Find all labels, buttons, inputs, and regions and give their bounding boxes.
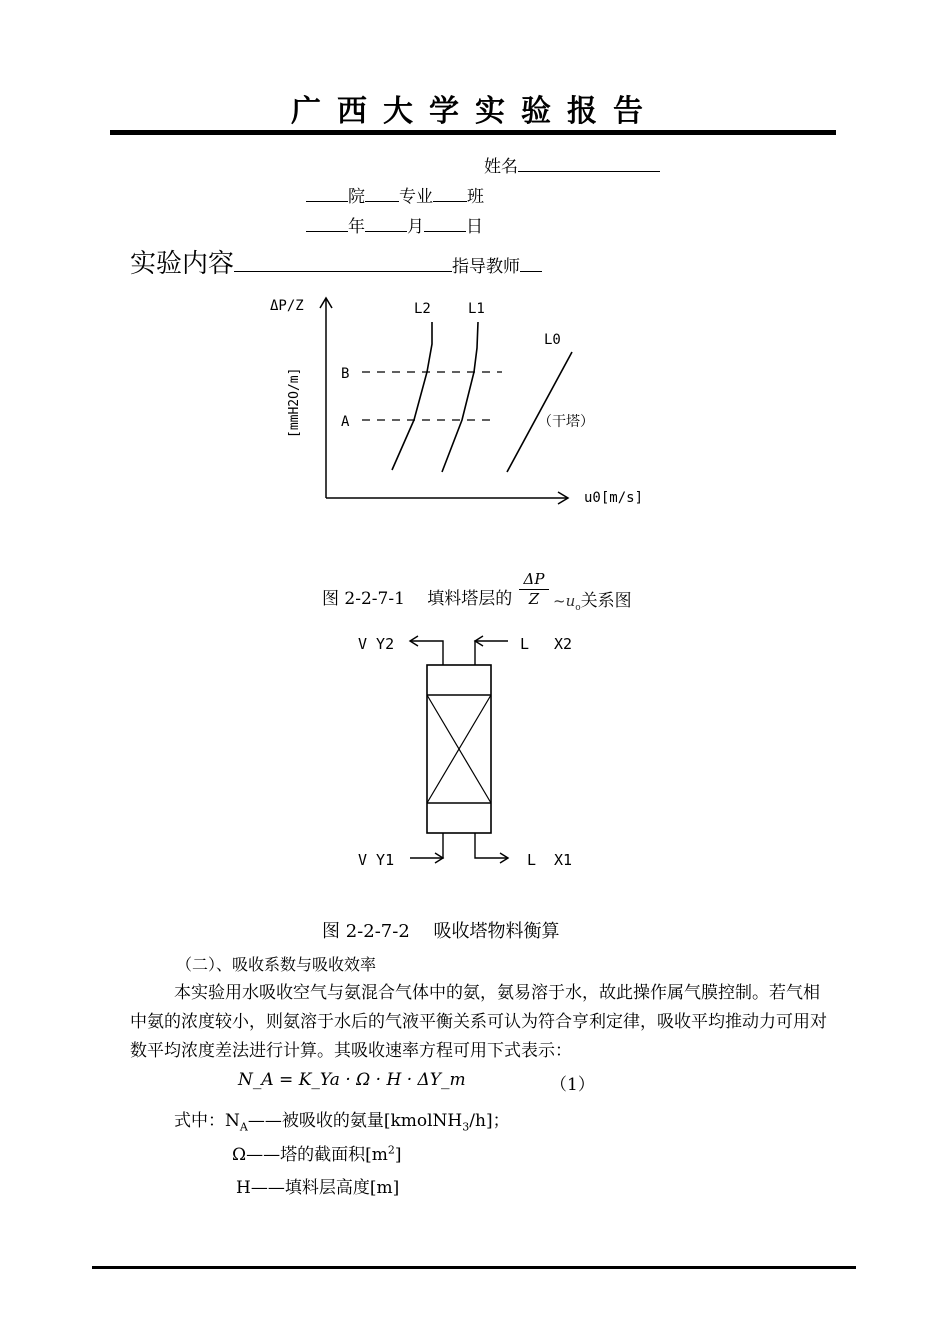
figure2-diagram: [0, 620, 950, 890]
caption1-numerator: ΔP: [523, 570, 545, 588]
footer-rule: [92, 1266, 856, 1269]
year-label: 年: [348, 217, 365, 237]
label-l1: L1: [468, 301, 485, 317]
equation-number: （1）: [550, 1075, 595, 1095]
def1-sub2: 3: [462, 1120, 470, 1134]
def1-sub: A: [239, 1120, 248, 1134]
def1-tail: /h]；: [469, 1111, 510, 1131]
major-label: 专业: [399, 187, 433, 207]
where-label: 式中：: [174, 1111, 225, 1131]
line-l0: [507, 352, 572, 472]
definition-h: H——填料层高度[m]: [236, 1178, 400, 1198]
class-label: 班: [467, 187, 484, 207]
definition-na: [174, 1106, 510, 1133]
def2-symbol: Ω: [232, 1145, 247, 1165]
name-label: 姓名: [484, 157, 518, 177]
report-title: 广西大学实验报告: [291, 94, 659, 129]
caption1-denominator: Z: [519, 589, 549, 608]
def1-text: ——被吸收的氨量[kmolNH: [247, 1111, 463, 1131]
def2-tail: ]: [394, 1145, 402, 1165]
teacher-label: 指导教师: [452, 257, 521, 277]
figure2-caption: 图 2-2-7-2 吸收塔物料衡算: [322, 921, 560, 942]
caption1-u: u: [565, 592, 576, 610]
label-top-l: L: [520, 635, 530, 653]
caption1-fraction: [519, 570, 549, 608]
figure1-caption: [322, 584, 512, 609]
day-label: 日: [466, 217, 483, 237]
label-bottom-gas: V Y1: [358, 851, 395, 869]
caption1-suffix: 关系图: [580, 591, 632, 611]
curve-l1: [442, 322, 478, 472]
y-unit-label: [mmH2O/m]: [287, 367, 302, 438]
label-a: A: [341, 414, 350, 430]
label-l0: L0: [544, 332, 561, 348]
label-top-x: X2: [554, 635, 573, 653]
caption1-u-sub: o: [575, 603, 581, 613]
content-label: 实验内容: [130, 249, 235, 279]
def1-symbol: N: [225, 1111, 240, 1131]
y-axis-label: ΔP/Z: [270, 298, 304, 314]
college-label: 院: [348, 187, 365, 207]
caption1-tilde: ~: [553, 592, 566, 610]
x-axis-label: u0[m/s]: [584, 490, 644, 506]
label-b: B: [341, 366, 350, 382]
equation: N_A = K_Ya · Ω · H · ΔY_m: [238, 1070, 466, 1090]
month-label: 月: [407, 217, 424, 237]
label-top-gas: V Y2: [358, 635, 395, 653]
caption1-prefix: 图 2-2-7-1 填料塔层的: [322, 589, 513, 609]
def2-text: ——塔的截面积[m: [246, 1145, 388, 1165]
label-bottom-l: L: [527, 851, 537, 869]
curve-l2: [392, 322, 432, 470]
label-dry-tower: （干塔）: [538, 414, 594, 430]
definition-omega: [232, 1140, 402, 1165]
figure1-chart: [0, 0, 950, 560]
caption1-relation: [553, 586, 632, 613]
section-heading: （二）、吸收系数与吸收效率: [176, 955, 377, 974]
def2-sup: 2: [387, 1143, 395, 1157]
label-bottom-x: X1: [554, 851, 573, 869]
section-paragraph: 本实验用水吸收空气与氨混合气体中的氨，氨易溶于水，故此操作属气膜控制。若气相中氨的浓度较小，则氨溶于水后的气液平衡关系可认为符合亨利定律，吸收平均推动力可用对数平均浓度差法进行计算。其吸收速率方程可用下式表示：: [130, 983, 827, 1061]
label-l2: L2: [414, 301, 431, 317]
